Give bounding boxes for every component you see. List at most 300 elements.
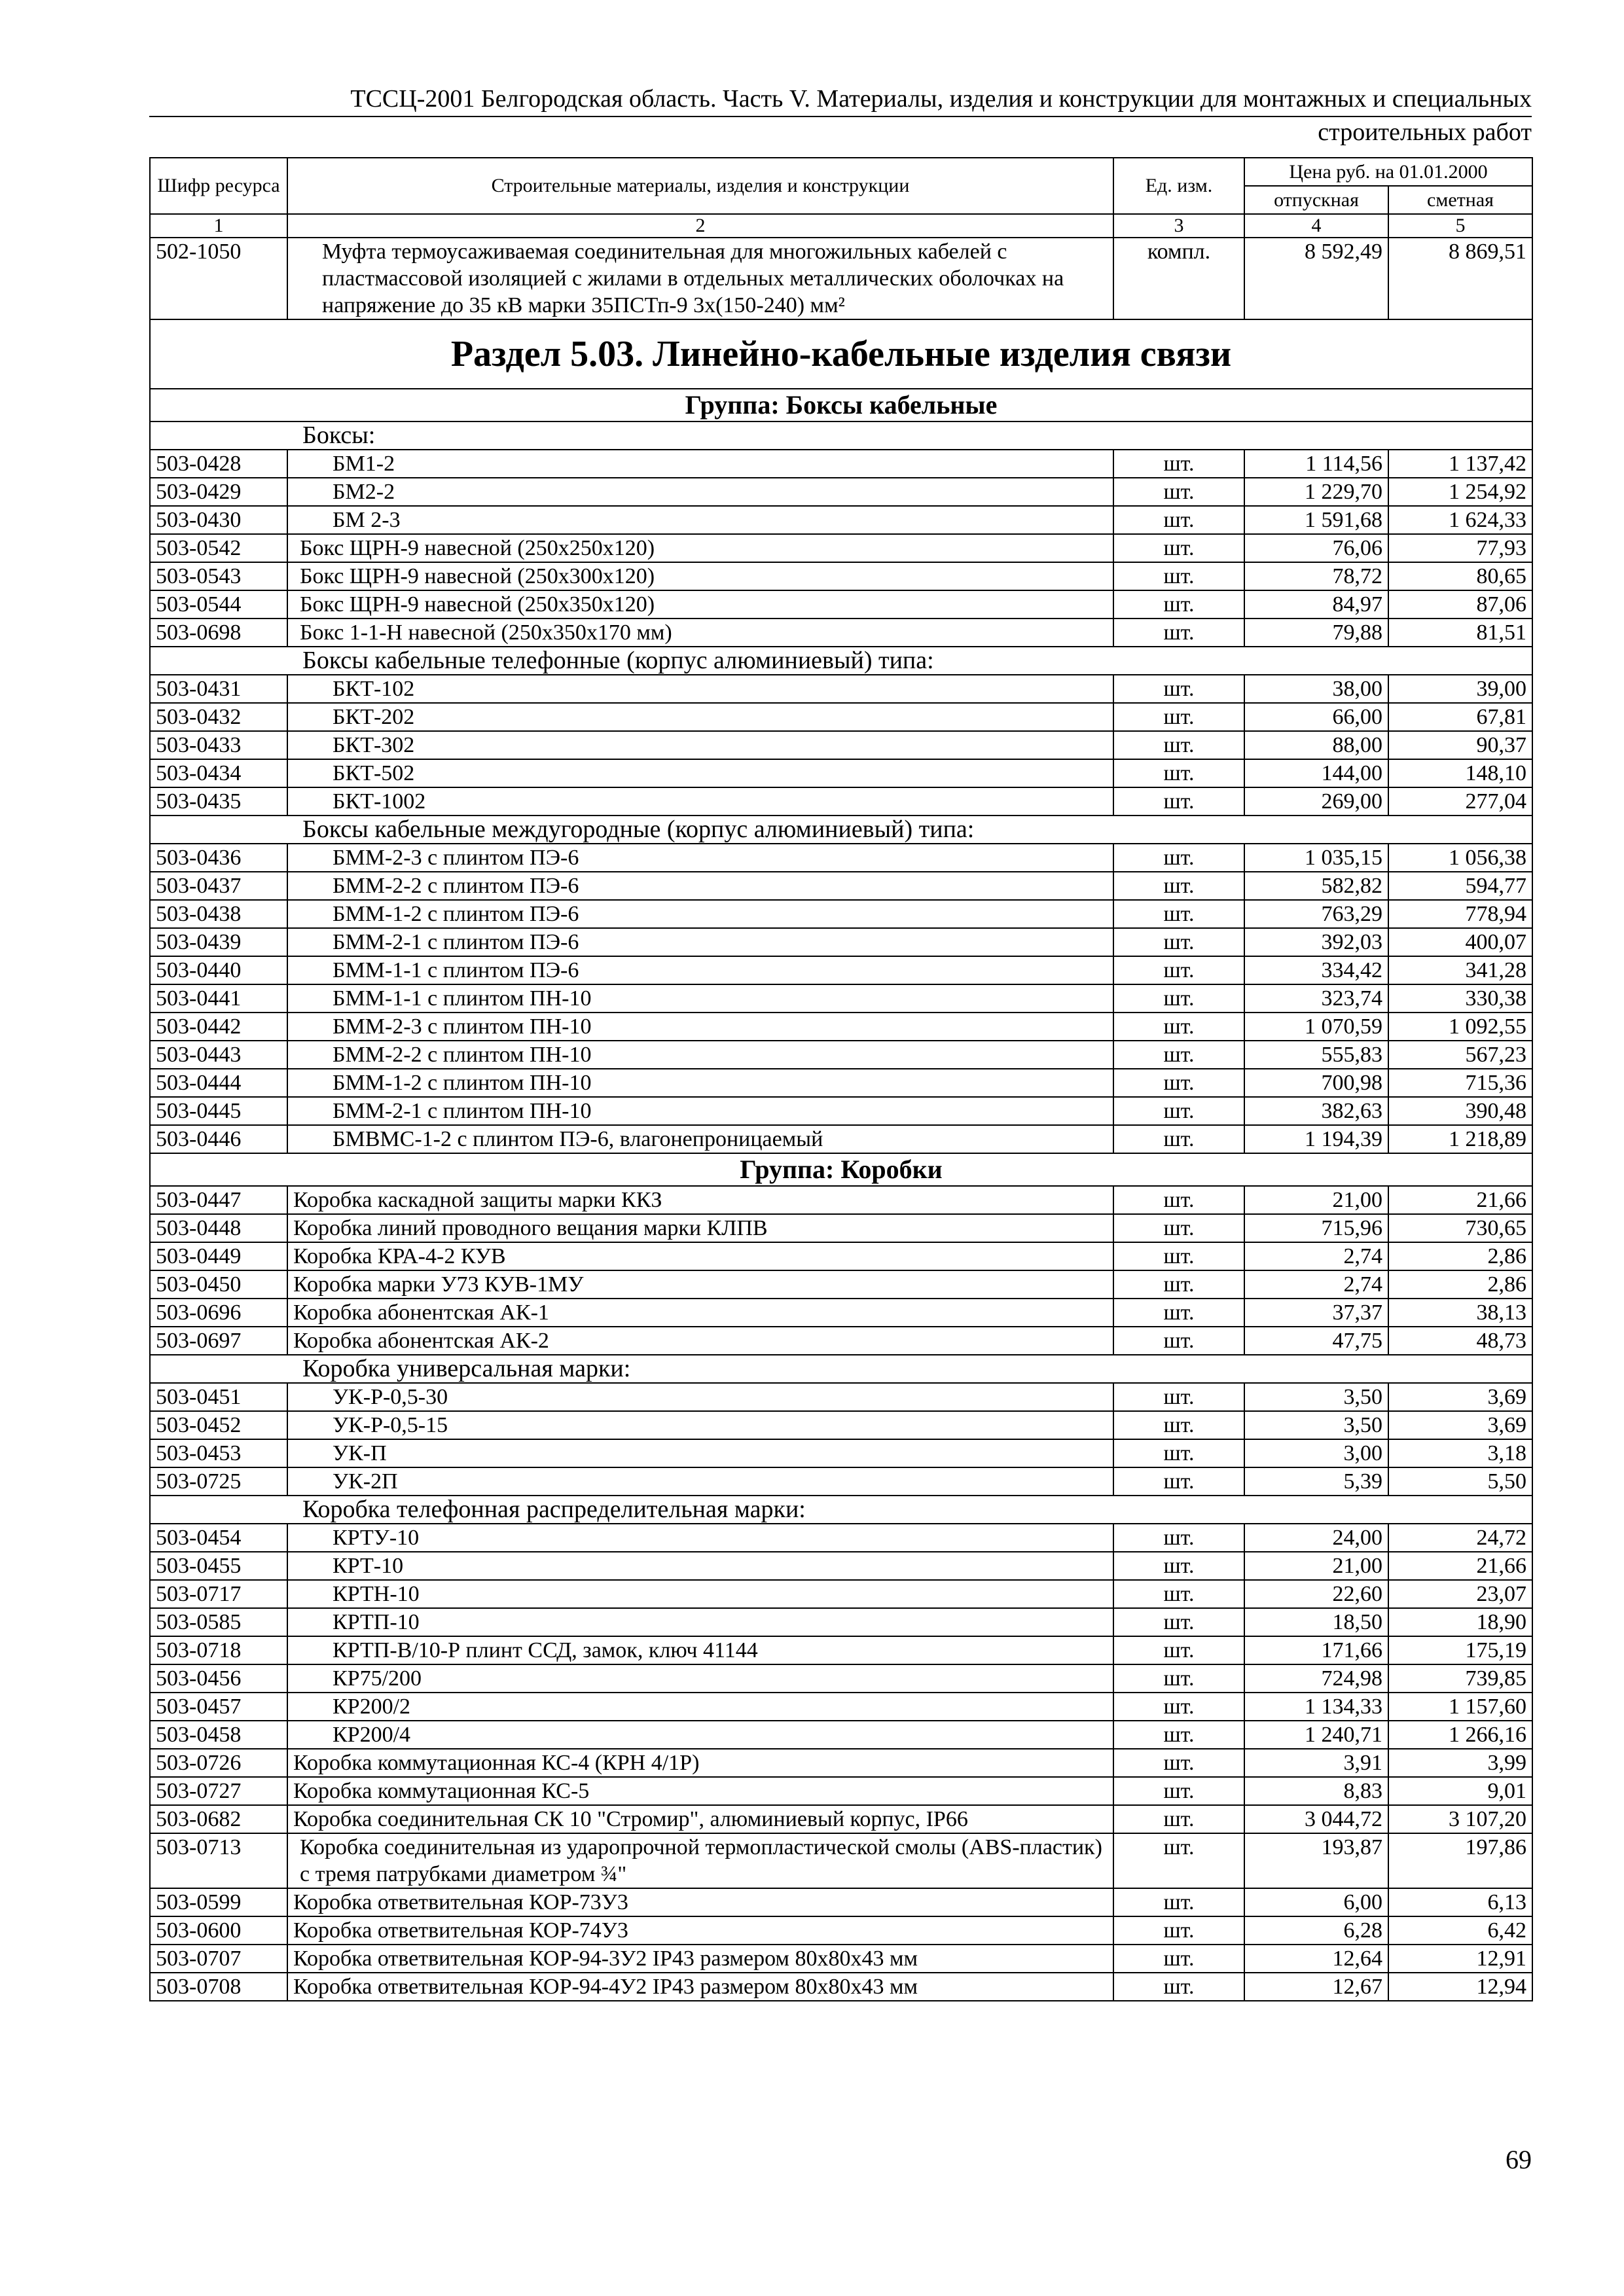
table-row [150,1467,1532,1496]
estimate-price: 715,36 [1388,1069,1532,1097]
table-row [150,1973,1532,2001]
table-row [150,1383,1532,1411]
release-price: 1 134,33 [1244,1693,1388,1721]
unit: шт. [1113,1041,1244,1069]
resource-code: 503-0435 [150,787,287,816]
table-row [150,900,1532,928]
item-name: УК-Р-0,5-15 [287,1411,1113,1439]
release-price: 79,88 [1244,619,1388,647]
unit: шт. [1113,872,1244,900]
resource-code: 503-0448 [150,1214,287,1242]
group-row [150,1153,1532,1186]
release-price: 1 591,68 [1244,506,1388,534]
estimate-price: 567,23 [1388,1041,1532,1069]
item-name: Коробка линий проводного вещания марки КЛПВ [287,1214,1113,1242]
unit: шт. [1113,1833,1244,1888]
table-row [150,1327,1532,1355]
estimate-price: 277,04 [1388,787,1532,816]
resource-code: 503-0697 [150,1327,287,1355]
item-name: Коробка ответвительная КОР-94-3У2 IP43 размером 80х80х43 мм [287,1945,1113,1973]
estimate-price: 1 624,33 [1388,506,1532,534]
item-name: БМВМС-1-2 с плинтом ПЭ-6, влагонепроницаемый [287,1125,1113,1153]
item-name: БММ-2-1 с плинтом ПН-10 [287,1097,1113,1125]
item-name: БММ-2-3 с плинтом ПН-10 [287,1013,1113,1041]
estimate-price: 197,86 [1388,1833,1532,1888]
category-row [150,1355,1532,1383]
resource-code: 503-0454 [150,1524,287,1552]
unit: шт. [1113,1214,1244,1242]
resource-code: 503-0542 [150,534,287,562]
estimate-price: 739,85 [1388,1664,1532,1693]
release-price: 582,82 [1244,872,1388,900]
table-row [150,1186,1532,1214]
col-code-header: Шифр ресурса [150,158,287,214]
unit: шт. [1113,956,1244,984]
unit: шт. [1113,1580,1244,1608]
item-name: БММ-2-2 с плинтом ПН-10 [287,1041,1113,1069]
resource-code: 503-0428 [150,450,287,478]
estimate-price: 67,81 [1388,703,1532,731]
release-price: 18,50 [1244,1608,1388,1636]
unit: шт. [1113,1299,1244,1327]
unit: шт. [1113,1125,1244,1153]
unit: шт. [1113,1013,1244,1041]
unit: шт. [1113,1636,1244,1664]
estimate-price: 39,00 [1388,675,1532,703]
item-name: БММ-1-1 с плинтом ПЭ-6 [287,956,1113,984]
release-price: 21,00 [1244,1552,1388,1580]
release-price: 1 240,71 [1244,1721,1388,1749]
table-row [150,956,1532,984]
table-row [150,562,1532,590]
table-row [150,1411,1532,1439]
unit: шт. [1113,1411,1244,1439]
release-price: 84,97 [1244,590,1388,619]
estimate-price: 2,86 [1388,1270,1532,1299]
estimate-price: 9,01 [1388,1777,1532,1805]
col-release-header: отпускная [1244,186,1388,214]
table-row [150,1888,1532,1916]
category-title: Коробка телефонная распределительная марки: [150,1496,1532,1524]
estimate-price: 3 107,20 [1388,1805,1532,1833]
column-numbers-row [150,214,1532,238]
item-name: УК-2П [287,1467,1113,1496]
item-name: Муфта термоусаживаемая соединительная для многожильных кабелей с пластмассовой изоляцией с жилами в отдельных металлических оболочках на напряжение до 35 кВ марки 35ПСТп-9 3х(150-240) мм² [287,238,1113,319]
table-row [150,590,1532,619]
table-row [150,1125,1532,1153]
resource-code: 503-0450 [150,1270,287,1299]
resource-code: 503-0430 [150,506,287,534]
resource-code: 503-0544 [150,590,287,619]
group-title: Группа: Боксы кабельные [150,389,1532,422]
estimate-price: 1 266,16 [1388,1721,1532,1749]
resource-code: 503-0441 [150,984,287,1013]
estimate-price: 8 869,51 [1388,238,1532,319]
table-row [150,1041,1532,1069]
release-price: 5,39 [1244,1467,1388,1496]
release-price: 76,06 [1244,534,1388,562]
resource-code: 503-0434 [150,759,287,787]
unit: шт. [1113,1467,1244,1496]
estimate-price: 21,66 [1388,1186,1532,1214]
header-subtitle: строительных работ [1318,118,1532,146]
estimate-price: 21,66 [1388,1552,1532,1580]
resource-code: 503-0452 [150,1411,287,1439]
group-title: Группа: Коробки [150,1153,1532,1186]
resource-code: 503-0717 [150,1580,287,1608]
unit: шт. [1113,1552,1244,1580]
item-name: БКТ-102 [287,675,1113,703]
release-price: 12,64 [1244,1945,1388,1973]
unit: шт. [1113,506,1244,534]
estimate-price: 81,51 [1388,619,1532,647]
release-price: 6,00 [1244,1888,1388,1916]
unit: шт. [1113,562,1244,590]
release-price: 21,00 [1244,1186,1388,1214]
item-name: Коробка каскадной защиты марки ККЗ [287,1186,1113,1214]
table-row [150,759,1532,787]
release-price: 144,00 [1244,759,1388,787]
section-row [150,319,1532,389]
item-name: Коробка соединительная СК 10 "Стромир", алюминиевый корпус, IP66 [287,1805,1113,1833]
estimate-price: 12,91 [1388,1945,1532,1973]
col-unit-header: Ед. изм. [1113,158,1244,214]
table-row [150,619,1532,647]
item-name: БММ-1-1 с плинтом ПН-10 [287,984,1113,1013]
release-price: 3,00 [1244,1439,1388,1467]
unit: шт. [1113,1693,1244,1721]
release-price: 700,98 [1244,1069,1388,1097]
unit: шт. [1113,787,1244,816]
table-row [150,534,1532,562]
resource-code: 503-0453 [150,1439,287,1467]
item-name: БМ2-2 [287,478,1113,506]
category-title: Боксы кабельные телефонные (корпус алюминиевый) типа: [150,647,1532,675]
resource-code: 503-0443 [150,1041,287,1069]
unit: шт. [1113,590,1244,619]
unit: шт. [1113,1097,1244,1125]
unit: шт. [1113,1069,1244,1097]
item-name: БКТ-302 [287,731,1113,759]
estimate-price: 341,28 [1388,956,1532,984]
unit: шт. [1113,984,1244,1013]
resource-code: 503-0708 [150,1973,287,2001]
release-price: 193,87 [1244,1833,1388,1888]
resource-code: 503-0713 [150,1833,287,1888]
table-row [150,1552,1532,1580]
table-row [150,1833,1532,1888]
table-row [150,1097,1532,1125]
estimate-price: 77,93 [1388,534,1532,562]
unit: шт. [1113,1777,1244,1805]
release-price: 8 592,49 [1244,238,1388,319]
item-name: Коробка абонентская АК-1 [287,1299,1113,1327]
item-name: БМ 2-3 [287,506,1113,534]
release-price: 724,98 [1244,1664,1388,1693]
unit: шт. [1113,1524,1244,1552]
table-row [150,1270,1532,1299]
resource-code: 503-0457 [150,1693,287,1721]
unit: шт. [1113,731,1244,759]
resource-code: 503-0696 [150,1299,287,1327]
estimate-price: 3,69 [1388,1383,1532,1411]
resource-code: 503-0718 [150,1636,287,1664]
category-title: Боксы: [150,422,1532,450]
estimate-price: 2,86 [1388,1242,1532,1270]
item-name: БКТ-1002 [287,787,1113,816]
col-number: 3 [1113,214,1244,238]
header-title: ТССЦ-2001 Белгородская область. Часть V. Материалы, изделия и конструкции для монтажных и специальных [149,84,1532,117]
release-price: 3,50 [1244,1411,1388,1439]
unit: шт. [1113,1916,1244,1945]
estimate-price: 148,10 [1388,759,1532,787]
resource-code: 503-0431 [150,675,287,703]
col-name-header: Строительные материалы, изделия и конструкции [287,158,1113,214]
item-name: БМ1-2 [287,450,1113,478]
resource-code: 503-0451 [150,1383,287,1411]
estimate-price: 594,77 [1388,872,1532,900]
table-row [150,1693,1532,1721]
release-price: 37,37 [1244,1299,1388,1327]
release-price: 78,72 [1244,562,1388,590]
estimate-price: 400,07 [1388,928,1532,956]
group-row [150,389,1532,422]
resource-code: 503-0432 [150,703,287,731]
release-price: 12,67 [1244,1973,1388,2001]
resource-code: 503-0458 [150,1721,287,1749]
unit: шт. [1113,478,1244,506]
table-row [150,506,1532,534]
estimate-price: 90,37 [1388,731,1532,759]
col-number: 4 [1244,214,1388,238]
unit: шт. [1113,928,1244,956]
page-number: 69 [1506,2145,1532,2174]
release-price: 763,29 [1244,900,1388,928]
table-row [150,1439,1532,1467]
table-row [150,1916,1532,1945]
item-name: Бокс ЩРН-9 навесной (250х300х120) [287,562,1113,590]
estimate-price: 390,48 [1388,1097,1532,1125]
release-price: 334,42 [1244,956,1388,984]
category-row [150,647,1532,675]
item-name: Коробка ответвительная КОР-73У3 [287,1888,1113,1916]
unit: шт. [1113,759,1244,787]
table-row [150,1524,1532,1552]
unit: компл. [1113,238,1244,319]
item-name: КРТ-10 [287,1552,1113,1580]
item-name: Коробка абонентская АК-2 [287,1327,1113,1355]
unit: шт. [1113,1945,1244,1973]
table-row [150,1013,1532,1041]
release-price: 88,00 [1244,731,1388,759]
item-name: КРТН-10 [287,1580,1113,1608]
table-row [150,1805,1532,1833]
release-price: 715,96 [1244,1214,1388,1242]
col-number: 2 [287,214,1113,238]
unit: шт. [1113,1383,1244,1411]
table-row [150,450,1532,478]
resource-code: 503-0725 [150,1467,287,1496]
release-price: 2,74 [1244,1270,1388,1299]
table-row [150,1242,1532,1270]
table-row [150,1214,1532,1242]
table-row [150,787,1532,816]
release-price: 22,60 [1244,1580,1388,1608]
item-name: УК-Р-0,5-30 [287,1383,1113,1411]
estimate-price: 1 254,92 [1388,478,1532,506]
release-price: 269,00 [1244,787,1388,816]
col-number: 5 [1388,214,1532,238]
unit: шт. [1113,844,1244,872]
estimate-price: 12,94 [1388,1973,1532,2001]
estimate-price: 38,13 [1388,1299,1532,1327]
item-name: КРТУ-10 [287,1524,1113,1552]
table-row [150,1636,1532,1664]
col-estimate-header: сметная [1388,186,1532,214]
item-name: БММ-2-1 с плинтом ПЭ-6 [287,928,1113,956]
estimate-price: 1 218,89 [1388,1125,1532,1153]
unit: шт. [1113,1721,1244,1749]
release-price: 8,83 [1244,1777,1388,1805]
unit: шт. [1113,619,1244,647]
unit: шт. [1113,1186,1244,1214]
unit: шт. [1113,1664,1244,1693]
unit: шт. [1113,1805,1244,1833]
estimate-price: 1 157,60 [1388,1693,1532,1721]
estimate-price: 5,50 [1388,1467,1532,1496]
resource-code: 503-0447 [150,1186,287,1214]
release-price: 323,74 [1244,984,1388,1013]
table-row [150,984,1532,1013]
release-price: 2,74 [1244,1242,1388,1270]
estimate-price: 87,06 [1388,590,1532,619]
table-row [150,1945,1532,1973]
resource-code: 503-0456 [150,1664,287,1693]
item-name: Коробка ответвительная КОР-74У3 [287,1916,1113,1945]
table-row [150,731,1532,759]
unit: шт. [1113,900,1244,928]
unit: шт. [1113,450,1244,478]
resource-code: 503-0429 [150,478,287,506]
estimate-price: 330,38 [1388,984,1532,1013]
release-price: 47,75 [1244,1327,1388,1355]
estimate-price: 23,07 [1388,1580,1532,1608]
estimate-price: 80,65 [1388,562,1532,590]
item-name: БММ-2-2 с плинтом ПЭ-6 [287,872,1113,900]
table-row [150,928,1532,956]
item-name: Бокс 1-1-Н навесной (250х350х170 мм) [287,619,1113,647]
unit: шт. [1113,1242,1244,1270]
item-name: Коробка КРА-4-2 КУВ [287,1242,1113,1270]
estimate-price: 18,90 [1388,1608,1532,1636]
resource-code: 502-1050 [150,238,287,319]
resource-code: 503-0698 [150,619,287,647]
item-name: УК-П [287,1439,1113,1467]
release-price: 6,28 [1244,1916,1388,1945]
category-row [150,422,1532,450]
table-row [150,872,1532,900]
item-name: Коробка коммутационная КС-5 [287,1777,1113,1805]
resource-code: 503-0585 [150,1608,287,1636]
resource-code: 503-0437 [150,872,287,900]
resource-code: 503-0707 [150,1945,287,1973]
item-name: Бокс ЩРН-9 навесной (250х250х120) [287,534,1113,562]
estimate-price: 3,18 [1388,1439,1532,1467]
unit: шт. [1113,1973,1244,2001]
item-name: КРТП-10 [287,1608,1113,1636]
resource-code: 503-0444 [150,1069,287,1097]
resource-code: 503-0442 [150,1013,287,1041]
item-name: БММ-1-2 с плинтом ПН-10 [287,1069,1113,1097]
unit: шт. [1113,703,1244,731]
table-row [150,238,1532,319]
estimate-price: 778,94 [1388,900,1532,928]
release-price: 38,00 [1244,675,1388,703]
table-row [150,1664,1532,1693]
item-name: БММ-1-2 с плинтом ПЭ-6 [287,900,1113,928]
item-name: КР75/200 [287,1664,1113,1693]
release-price: 3,50 [1244,1383,1388,1411]
item-name: Коробка марки У73 КУВ-1МУ [287,1270,1113,1299]
release-price: 555,83 [1244,1041,1388,1069]
section-title: Раздел 5.03. Линейно-кабельные изделия связи [150,319,1532,389]
unit: шт. [1113,1749,1244,1777]
item-name: Бокс ЩРН-9 навесной (250х350х120) [287,590,1113,619]
resource-code: 503-0439 [150,928,287,956]
resource-code: 503-0449 [150,1242,287,1270]
resource-code: 503-0438 [150,900,287,928]
estimate-price: 6,13 [1388,1888,1532,1916]
table-row [150,1777,1532,1805]
resource-code: 503-0543 [150,562,287,590]
estimate-price: 3,69 [1388,1411,1532,1439]
item-name: КР200/2 [287,1693,1113,1721]
resource-code: 503-0436 [150,844,287,872]
release-price: 66,00 [1244,703,1388,731]
table-row [150,1608,1532,1636]
page-header [149,84,1532,148]
resource-code: 503-0445 [150,1097,287,1125]
release-price: 1 194,39 [1244,1125,1388,1153]
table-row [150,1299,1532,1327]
table-row [150,1749,1532,1777]
item-name: БКТ-502 [287,759,1113,787]
estimate-price: 3,99 [1388,1749,1532,1777]
release-price: 1 035,15 [1244,844,1388,872]
item-name: Коробка коммутационная КС-4 (КРН 4/1Р) [287,1749,1113,1777]
resource-code: 503-0440 [150,956,287,984]
table-row [150,1069,1532,1097]
resource-code: 503-0455 [150,1552,287,1580]
estimate-price: 1 056,38 [1388,844,1532,872]
table-row [150,1721,1532,1749]
item-name: БКТ-202 [287,703,1113,731]
category-title: Боксы кабельные междугородные (корпус алюминиевый) типа: [150,816,1532,844]
col-price-header: Цена руб. на 01.01.2000 [1244,158,1532,186]
release-price: 392,03 [1244,928,1388,956]
resource-code: 503-0433 [150,731,287,759]
release-price: 171,66 [1244,1636,1388,1664]
unit: шт. [1113,1608,1244,1636]
estimate-price: 175,19 [1388,1636,1532,1664]
release-price: 3,91 [1244,1749,1388,1777]
unit: шт. [1113,534,1244,562]
unit: шт. [1113,1327,1244,1355]
estimate-price: 6,42 [1388,1916,1532,1945]
estimate-price: 1 137,42 [1388,450,1532,478]
unit: шт. [1113,675,1244,703]
table-row [150,844,1532,872]
